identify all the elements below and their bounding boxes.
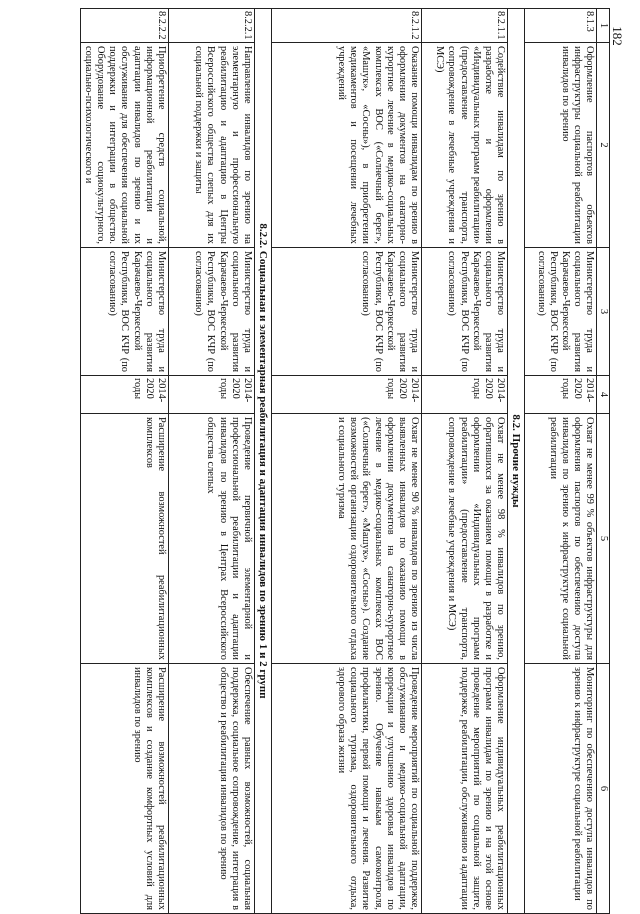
section-heading-row — [507, 9, 524, 914]
rotated-table-sheet — [30, 8, 610, 913]
column-header: 3 — [596, 248, 609, 376]
table-row — [81, 9, 169, 914]
column-number-row — [596, 9, 609, 914]
table-row — [271, 9, 421, 914]
years-cell: 2014-2020 годы — [168, 376, 254, 414]
column-header: 4 — [596, 376, 609, 414]
row-number: 8.2.2.2 — [81, 9, 169, 43]
table-row — [168, 9, 254, 914]
executor-cell: Министерство труда и социального развития Карачаево-Черкесской Республики, ВОС КЧР (по согласованию) — [81, 248, 169, 376]
table-row — [524, 9, 596, 914]
indicator-cell: Расширение возможностей реабилитационных комплексов — [81, 414, 169, 664]
years-cell: 2014-2020 годы — [524, 376, 596, 414]
years-cell: 2014-2020 годы — [421, 376, 507, 414]
section-heading: 8.2.2. Социальная и элементарная реабилитация и адаптация инвалидов по зрению 1 и 2 групп — [254, 9, 271, 914]
executor-cell: Министерство труда и социального развития Карачаево-Черкесской Республики, ВОС КЧР (по согласованию) — [271, 248, 421, 376]
result-cell: Обеспечение равных возможностей, социальная поддержка, социальное сопровождение, интеграция в общество и реабилитация инвалидов по зрению — [168, 664, 254, 914]
years-cell: 2014-2020 годы — [81, 376, 169, 414]
executor-cell: Министерство труда и социального развития Карачаево-Черкесской Республики, ВОС КЧР (по согласованию) — [524, 248, 596, 376]
result-cell: Расширение возможностей реабилитационных комплексов и создание комфортных условий для инвалидов по зрению — [81, 664, 169, 914]
result-cell: Оформление индивидуальных реабилитационных программ инвалидам по зрению и на этой основе проведение мероприятий по социальной защите, поддержке, реабилитации, обслуживанию и адаптации — [421, 664, 507, 914]
section-heading-row — [254, 9, 271, 914]
measures-table — [80, 8, 610, 914]
indicator-cell: Охват не менее 98 % инвалидов по зрению, обратившихся за оказанием помощи в разработке и оформлении «Индивидуальных программ реабилитации» (предоставление транспорта, сопровождение в лечебные учреждения и МСЭ) — [421, 414, 507, 664]
result-cell: Мониторинг по обеспечению доступа инвалидов по зрению к инфраструктуре социальной реабилитации — [524, 664, 596, 914]
row-number: 8.2.2.1 — [168, 9, 254, 43]
measure-cell: Направление инвалидов по зрению на элементарную и профессиональную реабилитацию и адаптацию в Центры Всероссийского общества слепых для их социальной поддержки и защиты — [168, 43, 254, 248]
column-header: 6 — [596, 664, 609, 914]
executor-cell: Министерство труда и социального развития Карачаево-Черкесской Республики, ВОС КЧР (по согласованию) — [421, 248, 507, 376]
measure-cell: Оказание помощи инвалидам по зрению в оформлении документов на санаторно-курортное лечение в медико-социальных комплексах ВОС («Солнечный берег», «Машук», «Сосны»), в приобретении медикаментов и посещении лечебных учреждений — [271, 43, 421, 248]
indicator-cell: Охват не менее 99 % объектов инфраструктуры для оформления паспортов по обеспечению доступа инвалидов по зрению к инфраструктуре социальной реабилитации — [524, 414, 596, 664]
column-header: 1 — [596, 9, 609, 43]
measure-cell: Оформление паспортов объектов инфраструктуры социальной реабилитации инвалидов по зрению — [524, 43, 596, 248]
column-header: 5 — [596, 414, 609, 664]
page-number: 182 — [609, 26, 625, 46]
indicator-cell: Проведение первичной элементарной и профессиональной реабилитации и адаптации инвалидов по зрению в Центрах Всероссийского общества слепых — [168, 414, 254, 664]
column-header: 2 — [596, 43, 609, 248]
section-heading: 8.2. Прочие нужды — [507, 9, 524, 914]
row-number: 8.2.1.1 — [421, 9, 507, 43]
measure-cell: Приобретение средств социальной, информационной реабилитации и адаптации инвалидов по зрению и их обслуживание для обеспечения социальной поддержки и интеграции в общество. Оборудование социокультурного, социально-психологического и — [81, 43, 169, 248]
row-number: 8.1.3 — [524, 9, 596, 43]
row-number: 8.2.1.2 — [271, 9, 421, 43]
table-row — [421, 9, 507, 914]
measure-cell: Содействие инвалидам по зрению в разработке и оформлении «Индивидуальных программ реабилитации» (предоставление транспорта, сопровождение в лечебные учреждения и МСЭ) — [421, 43, 507, 248]
result-cell: Проведение мероприятий по социальной поддержке, обслуживанию и медико-социальной адаптации, коррекции и улучшению здоровья инвалидов по зрению. Обучение навыкам самоконтроля, профилактики, первой помощи и лечения. Развитие социального туризма, оздоровительного отдыха, здорового образа жизни — [271, 664, 421, 914]
years-cell: 2014-2020 годы — [271, 376, 421, 414]
executor-cell: Министерство труда и социального развития Карачаево-Черкесской Республики, ВОС КЧР (по согласованию) — [168, 248, 254, 376]
indicator-cell: Охват не менее 90 % инвалидов по зрению из числа выявленных инвалидов по оказанию помощи в оформлении документов на санаторно-курортное лечение в медико-социальных комплексах ВОС («Солнечный берег», «Машук», «Сосны»). Создание возможностей организации оздоровительного отдыха и социального туризма — [271, 414, 421, 664]
